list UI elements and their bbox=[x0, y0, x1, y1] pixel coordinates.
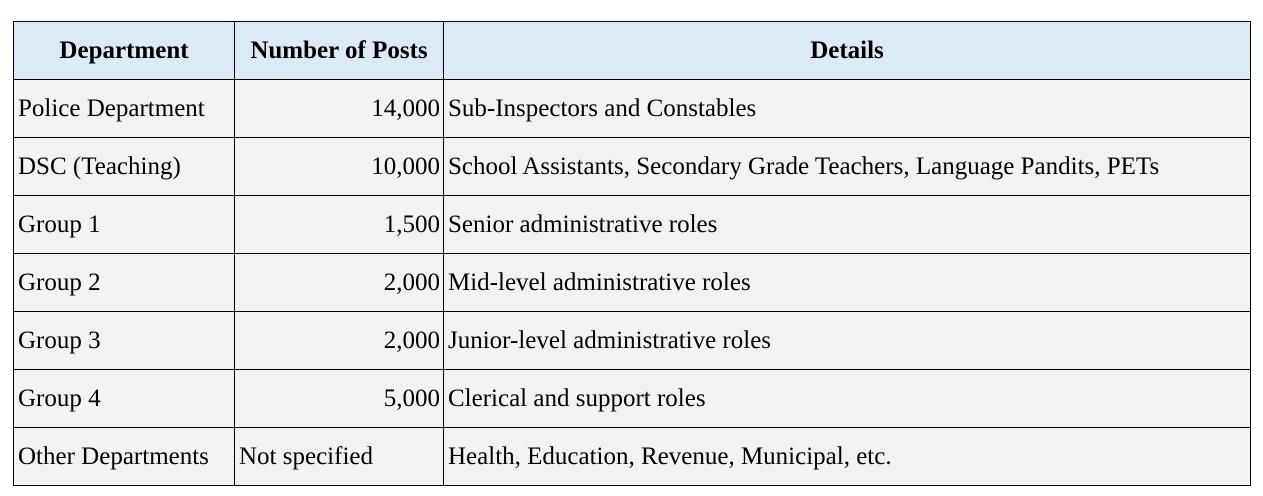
table-row bbox=[14, 138, 1251, 196]
posts-cell: 10,000 bbox=[235, 138, 444, 196]
posts-cell: 5,000 bbox=[235, 370, 444, 428]
table-row bbox=[14, 254, 1251, 312]
department-cell: Group 1 bbox=[14, 196, 235, 254]
table-row bbox=[14, 312, 1251, 370]
details-cell: Health, Education, Revenue, Municipal, etc. bbox=[444, 428, 1251, 486]
posts-cell: Not specified bbox=[235, 428, 444, 486]
department-cell: Group 4 bbox=[14, 370, 235, 428]
posts-cell: 1,500 bbox=[235, 196, 444, 254]
department-cell: Other Departments bbox=[14, 428, 235, 486]
department-cell: Police Department bbox=[14, 80, 235, 138]
column-header-details: Details bbox=[444, 22, 1251, 80]
table-header-row bbox=[14, 22, 1251, 80]
department-cell: Group 3 bbox=[14, 312, 235, 370]
table-row bbox=[14, 80, 1251, 138]
details-cell: Senior administrative roles bbox=[444, 196, 1251, 254]
posts-cell: 2,000 bbox=[235, 312, 444, 370]
table-row bbox=[14, 428, 1251, 486]
details-cell: Junior-level administrative roles bbox=[444, 312, 1251, 370]
table-row bbox=[14, 370, 1251, 428]
department-cell: DSC (Teaching) bbox=[14, 138, 235, 196]
column-header-department: Department bbox=[14, 22, 235, 80]
posts-table bbox=[13, 21, 1251, 486]
posts-cell: 14,000 bbox=[235, 80, 444, 138]
department-cell: Group 2 bbox=[14, 254, 235, 312]
details-cell: School Assistants, Secondary Grade Teachers, Language Pandits, PETs bbox=[444, 138, 1251, 196]
table-row bbox=[14, 196, 1251, 254]
details-cell: Clerical and support roles bbox=[444, 370, 1251, 428]
column-header-number-of-posts: Number of Posts bbox=[235, 22, 444, 80]
details-cell: Mid-level administrative roles bbox=[444, 254, 1251, 312]
posts-cell: 2,000 bbox=[235, 254, 444, 312]
details-cell: Sub-Inspectors and Constables bbox=[444, 80, 1251, 138]
